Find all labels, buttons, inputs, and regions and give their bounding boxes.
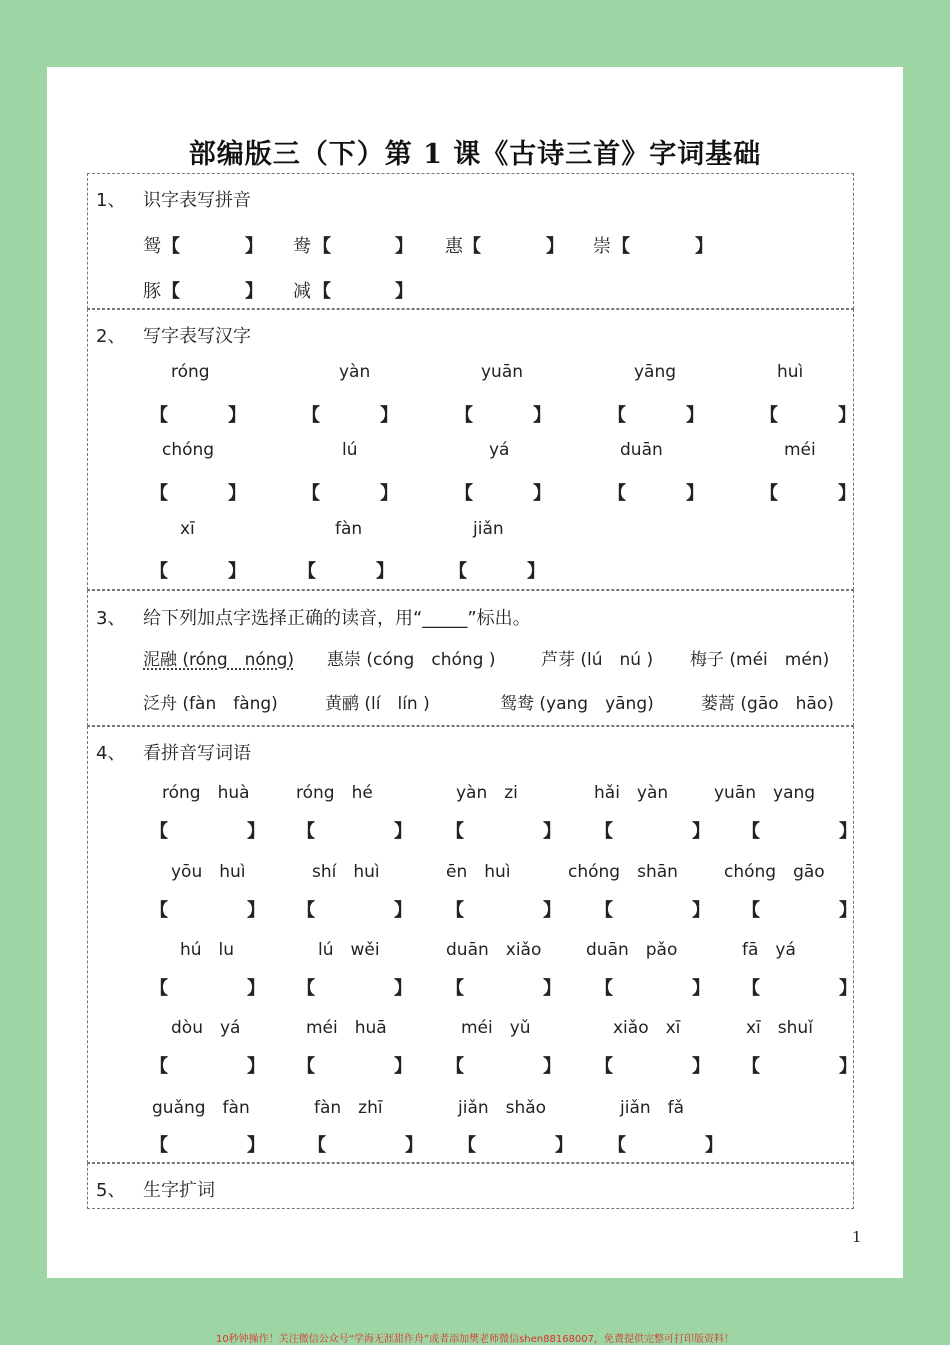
left-bracket: 【 — [150, 821, 168, 842]
pinyin-prompt: huì — [777, 362, 804, 382]
pinyin-word: dòu yá — [171, 1018, 241, 1038]
pinyin-prompt: chóng — [162, 440, 215, 460]
right-bracket: 】 — [543, 1056, 561, 1077]
pinyin-word: jiǎn shǎo — [458, 1098, 547, 1118]
pinyin-word: fàn zhī — [314, 1098, 383, 1118]
left-bracket: 【 — [446, 900, 464, 921]
right-bracket: 】 — [247, 900, 265, 921]
left-bracket: 【 — [297, 821, 315, 842]
pinyin-word: fā yá — [742, 940, 796, 960]
right-bracket: 】 — [395, 236, 413, 257]
pinyin-word: méi huā — [306, 1018, 387, 1038]
reading-choice: 黄鹂 (lí lín ) — [325, 694, 430, 714]
left-bracket: 【 — [595, 978, 613, 999]
right-bracket: 】 — [376, 561, 394, 582]
left-bracket: 【 — [742, 978, 760, 999]
left-bracket: 【 — [595, 1056, 613, 1077]
section-5-number: 5、 — [96, 1180, 126, 1201]
right-bracket: 】 — [546, 236, 564, 257]
right-bracket: 】 — [692, 1056, 710, 1077]
right-bracket: 】 — [533, 483, 551, 504]
left-bracket: 【 — [446, 1056, 464, 1077]
left-bracket: 【 — [449, 561, 467, 582]
pinyin-word: chóng gāo — [724, 862, 825, 882]
right-bracket: 】 — [228, 561, 246, 582]
left-bracket: 【 — [455, 405, 473, 426]
pinyin-prompt: xī — [180, 519, 195, 539]
pinyin-prompt: fàn — [335, 519, 363, 539]
right-bracket: 】 — [245, 281, 263, 302]
left-bracket: 【 — [742, 900, 760, 921]
right-bracket: 】 — [839, 978, 857, 999]
left-bracket: 【 — [458, 1135, 476, 1156]
left-bracket: 【 — [463, 236, 481, 257]
pinyin-word: hú lu — [180, 940, 235, 960]
right-bracket: 】 — [839, 821, 857, 842]
right-bracket: 】 — [245, 236, 263, 257]
right-bracket: 】 — [247, 1056, 265, 1077]
right-bracket: 】 — [394, 978, 412, 999]
left-bracket: 【 — [313, 236, 331, 257]
left-bracket: 【 — [742, 821, 760, 842]
right-bracket: 】 — [543, 821, 561, 842]
left-bracket: 【 — [162, 281, 180, 302]
pinyin-word: duān xiǎo — [446, 940, 542, 960]
answer-blank: _____ — [422, 608, 468, 629]
section-4-title: 看拼音写词语 — [143, 743, 251, 764]
pinyin-prompt: yàn — [339, 362, 371, 382]
section-3-title: 给下列加点字选择正确的读音，用“_____”标出。 — [143, 608, 531, 629]
pinyin-prompt: lú — [342, 440, 358, 460]
right-bracket: 】 — [555, 1135, 573, 1156]
left-bracket: 【 — [608, 483, 626, 504]
right-bracket: 】 — [394, 821, 412, 842]
footer-notice: 10秒钟操作！关注微信公众号“学海无涯甜作舟”或者添加樊老师微信shen88168007，免费提供完整可打印版资料！ — [215, 1334, 735, 1345]
right-bracket: 】 — [839, 900, 857, 921]
pinyin-word: ēn huì — [446, 862, 511, 882]
pinyin-word: shí huì — [312, 862, 380, 882]
right-bracket: 】 — [380, 483, 398, 504]
reading-choice: 鸳鸯 (yang yāng) — [500, 694, 654, 714]
left-bracket: 【 — [612, 236, 630, 257]
left-bracket: 【 — [298, 561, 316, 582]
right-bracket: 】 — [692, 900, 710, 921]
section-2-number: 2、 — [96, 326, 126, 347]
right-bracket: 】 — [692, 821, 710, 842]
reading-choice: 梅子 (méi mén) — [690, 650, 830, 670]
pinyin-word: yōu huì — [171, 862, 246, 882]
left-bracket: 【 — [150, 900, 168, 921]
left-bracket: 【 — [150, 561, 168, 582]
left-bracket: 【 — [446, 821, 464, 842]
right-bracket: 】 — [543, 900, 561, 921]
char-item: 惠 — [445, 236, 463, 257]
left-bracket: 【 — [455, 483, 473, 504]
right-bracket: 】 — [692, 978, 710, 999]
section-5-title: 生字扩词 — [143, 1180, 215, 1201]
right-bracket: 】 — [527, 561, 545, 582]
left-bracket: 【 — [150, 978, 168, 999]
right-bracket: 】 — [380, 405, 398, 426]
pinyin-word: yuān yang — [714, 783, 816, 803]
right-bracket: 】 — [228, 483, 246, 504]
pinyin-word: lú wěi — [318, 940, 380, 960]
right-bracket: 】 — [228, 405, 246, 426]
char-item: 豚 — [143, 281, 161, 302]
pinyin-word: xiǎo xī — [613, 1018, 681, 1038]
left-bracket: 【 — [608, 1135, 626, 1156]
left-bracket: 【 — [150, 483, 168, 504]
pinyin-word: chóng shān — [568, 862, 678, 882]
right-bracket: 】 — [394, 900, 412, 921]
right-bracket: 】 — [247, 1135, 265, 1156]
right-bracket: 】 — [247, 978, 265, 999]
pinyin-prompt: yāng — [634, 362, 677, 382]
section-3-number: 3、 — [96, 608, 126, 629]
pinyin-word: róng huà — [162, 783, 250, 803]
reading-choice: 芦芽 (lú nú ) — [541, 650, 654, 670]
pinyin-word: guǎng fàn — [152, 1098, 250, 1118]
char-item: 鸯 — [293, 236, 311, 257]
pinyin-prompt: jiǎn — [473, 519, 504, 539]
right-bracket: 】 — [686, 405, 704, 426]
left-bracket: 【 — [446, 978, 464, 999]
left-bracket: 【 — [595, 900, 613, 921]
right-bracket: 】 — [533, 405, 551, 426]
pinyin-word: jiǎn fǎ — [620, 1098, 685, 1118]
section-1-title: 识字表写拼音 — [143, 190, 251, 211]
reading-choice: 蒌蒿 (gāo hāo) — [701, 694, 834, 714]
left-bracket: 【 — [742, 1056, 760, 1077]
right-bracket: 】 — [247, 821, 265, 842]
left-bracket: 【 — [595, 821, 613, 842]
char-item: 减 — [293, 281, 311, 302]
section-1-number: 1、 — [96, 190, 126, 211]
right-bracket: 】 — [705, 1135, 723, 1156]
pinyin-prompt: róng — [171, 362, 210, 382]
left-bracket: 【 — [297, 900, 315, 921]
page-title: 部编版三（下）第 1 课《古诗三首》字词基础 — [188, 139, 762, 170]
left-bracket: 【 — [297, 1056, 315, 1077]
reading-choice: 泛舟 (fàn fàng) — [143, 694, 278, 714]
right-bracket: 】 — [405, 1135, 423, 1156]
right-bracket: 】 — [394, 1056, 412, 1077]
left-bracket: 【 — [302, 483, 320, 504]
left-bracket: 【 — [302, 405, 320, 426]
char-item: 鸳 — [143, 236, 161, 257]
pinyin-word: méi yǔ — [461, 1018, 531, 1038]
pinyin-prompt: yuān — [481, 362, 524, 382]
left-bracket: 【 — [608, 405, 626, 426]
section-4-number: 4、 — [96, 743, 126, 764]
right-bracket: 】 — [838, 483, 856, 504]
left-bracket: 【 — [150, 1056, 168, 1077]
right-bracket: 】 — [839, 1056, 857, 1077]
left-bracket: 【 — [313, 281, 331, 302]
left-bracket: 【 — [297, 978, 315, 999]
reading-choice: 泥融 (róng nóng) — [143, 650, 294, 670]
pinyin-word: róng hé — [296, 783, 373, 803]
right-bracket: 】 — [686, 483, 704, 504]
left-bracket: 【 — [150, 405, 168, 426]
right-bracket: 】 — [838, 405, 856, 426]
pinyin-word: yàn zi — [456, 783, 518, 803]
left-bracket: 【 — [162, 236, 180, 257]
right-bracket: 】 — [695, 236, 713, 257]
pinyin-word: duān pǎo — [586, 940, 678, 960]
left-bracket: 【 — [308, 1135, 326, 1156]
pinyin-prompt: yá — [489, 440, 510, 460]
left-bracket: 【 — [760, 405, 778, 426]
left-bracket: 【 — [760, 483, 778, 504]
page-number: 1 — [852, 1228, 862, 1246]
pinyin-word: hǎi yàn — [594, 783, 669, 803]
section-2-title: 写字表写汉字 — [143, 326, 251, 347]
left-bracket: 【 — [150, 1135, 168, 1156]
pinyin-prompt: duān — [620, 440, 663, 460]
right-bracket: 】 — [543, 978, 561, 999]
pinyin-prompt: méi — [784, 440, 816, 460]
char-item: 崇 — [593, 236, 611, 257]
reading-choice: 惠崇 (cóng chóng ) — [327, 650, 496, 670]
pinyin-word: xī shuǐ — [746, 1018, 813, 1038]
right-bracket: 】 — [395, 281, 413, 302]
